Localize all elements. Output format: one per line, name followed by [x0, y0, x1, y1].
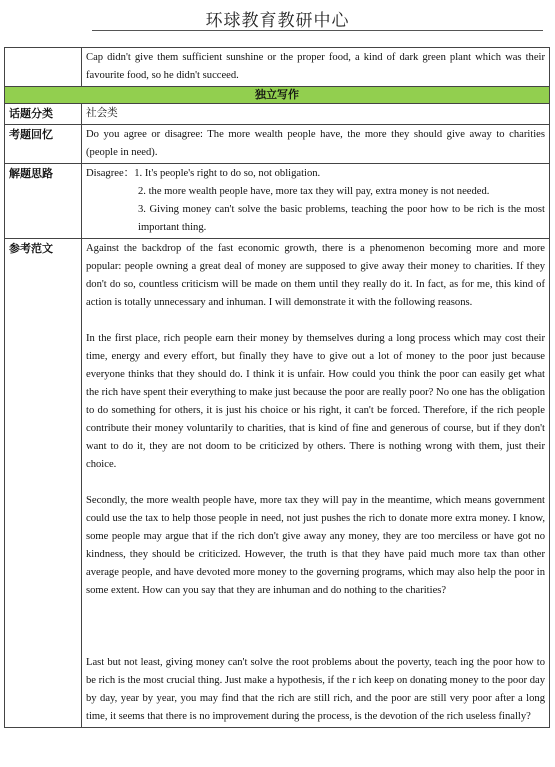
paragraph-gap: [86, 618, 545, 654]
essay-content: [82, 239, 550, 728]
essay-paragraph-4: Last but not least, giving money can't solve the root problems about the poverty, teach ing the poor how to be rich is the most crucial thing. Just make a hypothesis, if the r ich keep on donating money to the poor day by day, year by year, you may find that the rich are still rich, and the poor are still very poor after a long time, it seems that there is no improvement during the process, is the devotion of the rich useless finally?: [86, 657, 545, 722]
question-label: 考题回忆: [5, 125, 82, 164]
prev-row: [5, 48, 550, 87]
ideas-content: [82, 164, 550, 239]
question-value: Do you agree or disagree: The more wealth people have, the more they should give away to charities (people in need).: [82, 125, 550, 164]
question-row: [5, 125, 550, 164]
essay-label: 参考范文: [5, 239, 82, 728]
essay-paragraph-1: Against the backdrop of the fast economic growth, there is a phenomenon becoming more and more popular: people owning a great deal of money are supposed to give away their money to charities. If they don't do so, countless criticism will be made on them until they really do it. In fact, as for me, this kind of action is totally unnecessary and inhuman. I will demonstrate it with the following reasons.: [86, 243, 545, 308]
category-value: 社会类: [82, 104, 550, 125]
page-header: [0, 0, 555, 34]
ideas-label: 解题思路: [5, 164, 82, 239]
ideas-lead: Disagree：: [86, 168, 135, 179]
header-rule: [92, 30, 543, 31]
section-banner: 独立写作: [5, 87, 550, 104]
category-label: 话题分类: [5, 104, 82, 125]
prev-text: Cap didn't give them sufficient sunshine or the proper food, a kind of dark green plant which was their favourite food, so he didn't succeed.: [82, 48, 550, 87]
document-table: [4, 47, 550, 728]
essay-paragraph-3: Secondly, the more wealth people have, more tax they will pay in the meantime, which means government could use the tax to help those people in need, not just pushes the rich to donate more extra money. I know, some people may argue that if the rich don't give away any money, they are too merciless or have got no kindness, they should be criticized. However, the truth is that they have paid much more tax than other average people, and have devoted more money to the governing programs, which may also help the poor in some extent. How can you say that they are inhuman and do nothing to the charities?: [86, 495, 545, 596]
ideas-point-3: 3. Giving money can't solve the basic problems, teaching the poor how to be rich is the most important thing.: [138, 204, 545, 233]
ideas-point-1: 1. It's people's right to do so, not obligation.: [134, 168, 321, 179]
header-title: 环球教育教研中心: [205, 11, 350, 31]
ideas-row: [5, 164, 550, 239]
prev-label-cell: [5, 48, 82, 87]
section-banner-row: [5, 87, 550, 104]
category-row: [5, 104, 550, 125]
ideas-point-2: 2. the more wealth people have, more tax they will pay, extra money is not needed.: [138, 186, 490, 197]
essay-paragraph-2: In the first place, rich people earn their money by themselves during a long process which may cost their time, energy and every effort, but finally they have to give out a lot of money to the poor just because everyone thinks that they should do. I think it is unfair. How could you think the poor can easily get what the rich have spent their everything to make just because the poor are really poor? No one has the obligation to do something for others, it is just his choice or his right, it can't be forced. Therefore, if the rich people contribute their money voluntarily to charities, that is kind of fine and generous of course, but if they don't want to do it, they are not doom to be criticized by others. There is nothing wrong with them, just their choice.: [86, 333, 545, 470]
essay-row: [5, 239, 550, 728]
